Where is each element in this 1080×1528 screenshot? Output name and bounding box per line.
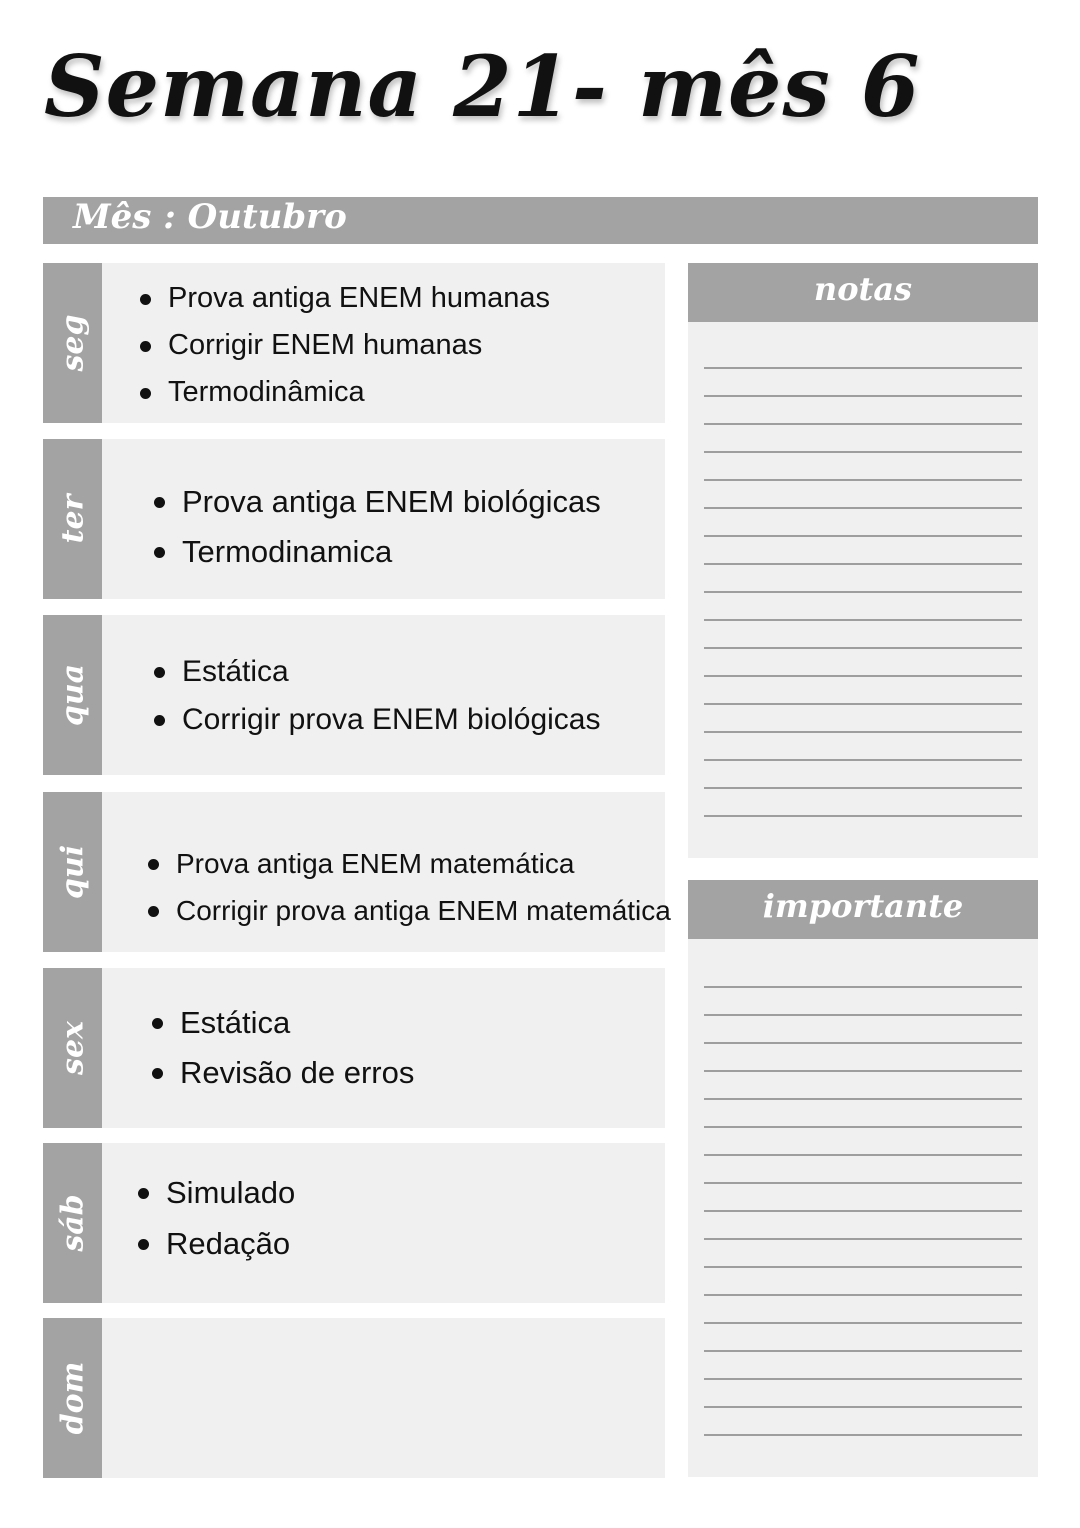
task-item: Estática [152,648,600,696]
task-item: Corrigir ENEM humanas [138,322,550,369]
day-tasks [102,615,665,775]
day-tasks [102,1318,665,1478]
task-item: Termodinamica [152,527,601,577]
day-tab [43,439,102,599]
page-title: Semana 21- mês 6 [44,37,921,136]
day-tasks [102,968,665,1128]
day-tab [43,1318,102,1478]
important-panel-header [688,880,1038,939]
month-label: Mês : Outubro [73,197,347,237]
notes-panel [688,263,1038,858]
day-row-seg [43,263,665,423]
day-row-qua [43,615,665,775]
task-item: Prova antiga ENEM matemática [146,840,671,887]
month-bar [43,197,1038,244]
day-row-sex [43,968,665,1128]
day-label-seg: seg [55,314,90,372]
day-row-qui [43,792,671,952]
day-row-dom [43,1318,665,1478]
day-tab [43,792,102,952]
day-tab [43,263,102,423]
task-item: Simulado [136,1167,295,1218]
day-label-sex: sex [55,1021,90,1075]
day-row-sab [43,1143,665,1303]
day-label-dom: dom [55,1361,90,1435]
day-label-ter: ter [55,494,90,544]
notes-ruled-lines[interactable] [704,341,1022,818]
important-title: importante [762,887,964,925]
day-row-ter [43,439,665,599]
notes-panel-header [688,263,1038,322]
task-item: Prova antiga ENEM biológicas [152,477,601,527]
day-tab [43,968,102,1128]
task-item: Prova antiga ENEM humanas [138,275,550,322]
task-item: Corrigir prova ENEM biológicas [152,696,600,744]
day-tasks [102,439,665,599]
day-label-qui: qui [55,844,90,900]
notes-title: notas [813,270,913,308]
day-tasks [102,263,665,423]
task-item: Termodinâmica [138,369,550,416]
task-item: Estática [150,998,414,1048]
important-panel [688,880,1038,1477]
day-tab [43,1143,102,1303]
task-item: Redação [136,1218,295,1269]
important-ruled-lines[interactable] [704,960,1022,1437]
day-label-qua: qua [55,663,90,727]
day-tab [43,615,102,775]
task-item: Corrigir prova antiga ENEM matemática [146,887,671,934]
task-item: Revisão de erros [150,1048,414,1098]
day-tasks [102,1143,665,1303]
day-tasks [102,792,671,952]
day-label-sab: sáb [55,1194,90,1252]
